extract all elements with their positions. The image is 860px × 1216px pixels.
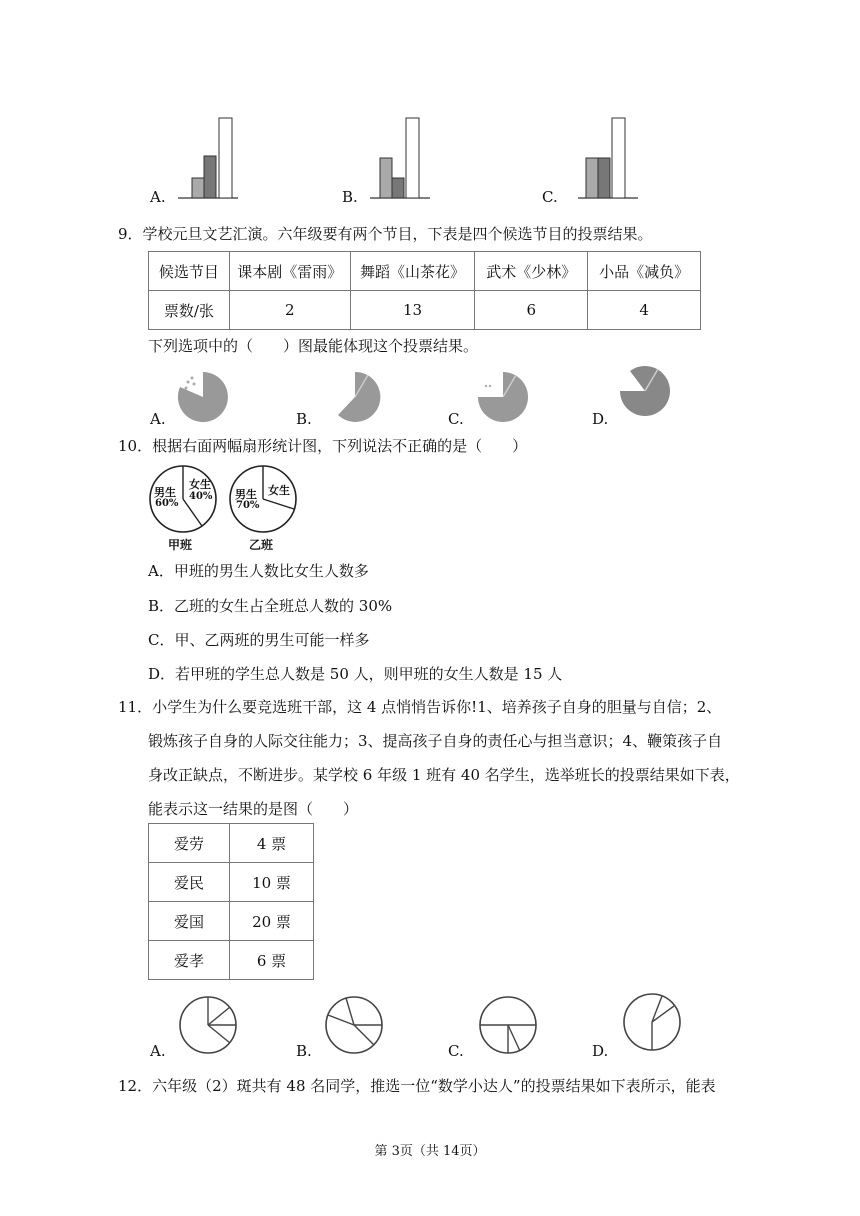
q9-option-c-label[interactable]: C.	[448, 410, 464, 428]
q11-stem-line: 能表示这一结果的是图（ ）	[148, 800, 359, 818]
q9-vote-table	[148, 251, 701, 330]
q11-name-cell: 爱民	[149, 863, 230, 902]
q9-header-cell: 课本剧《雷雨》	[229, 252, 350, 291]
q8-option-b-label[interactable]: B.	[342, 188, 358, 206]
q9-value-cell: 6	[475, 291, 588, 330]
q10-pie-a-girl-label: 女生	[189, 478, 211, 491]
q11-name-cell: 爱劳	[149, 824, 230, 863]
q9-header-cell: 小品《减负》	[588, 252, 701, 291]
q11-votes-cell: 6 票	[230, 941, 314, 980]
q11-option-b-label[interactable]: B.	[296, 1042, 312, 1060]
q11-vote-table	[148, 823, 314, 980]
q10-pie-a-boy-label: 男生	[154, 486, 176, 499]
q11-option-d-pie	[622, 992, 682, 1052]
q10-pie-b-girl-label: 女生	[268, 484, 290, 497]
q10-pie-b-boy-label: 男生	[235, 488, 257, 501]
q11-votes-cell: 20 票	[230, 902, 314, 941]
q8-option-b-bar-chart	[370, 112, 430, 198]
q10-choice-b[interactable]: B．乙班的女生占全班总人数的 30%	[148, 597, 393, 615]
q11-name-cell: 爱孝	[149, 941, 230, 980]
q9-value-cell: 4	[588, 291, 701, 330]
q11-stem-line: 身改正缺点，不断进步。某学校 6 年级 1 班有 40 名学生，选举班长的投票结果如下表，	[148, 766, 740, 784]
q9-option-d-label[interactable]: D.	[592, 410, 609, 428]
q9-header-cell: 候选节目	[149, 252, 230, 291]
q10-pie-a-boy-pct: 60%	[155, 498, 179, 509]
q9-value-cell: 13	[350, 291, 475, 330]
q11-option-c-label[interactable]: C.	[448, 1042, 464, 1060]
page-number-footer: 第 3页（共 14页）	[374, 1144, 486, 1159]
q9-option-d-pie	[620, 366, 670, 416]
q10-pie-b-caption: 乙班	[249, 538, 274, 552]
q11-name-cell: 爱国	[149, 902, 230, 941]
q11-stem-line: 11．小学生为什么要竞选班干部，这 4 点悄悄告诉你!1、培养孩子自身的胆量与自信；2、	[118, 698, 722, 716]
q11-option-a-pie	[178, 995, 238, 1055]
q9-header-cell: 舞蹈《山茶花》	[350, 252, 475, 291]
q11-votes-cell: 10 票	[230, 863, 314, 902]
q9-option-c-pie	[478, 372, 528, 422]
q10-pie-a-caption: 甲班	[168, 538, 193, 552]
q11-option-a-label[interactable]: A.	[150, 1042, 166, 1060]
q9-option-a-pie	[178, 372, 228, 422]
q8-option-c-label[interactable]: C.	[542, 188, 558, 206]
q10-pie-b-boy-pct: 70%	[236, 500, 260, 511]
q11-votes-cell: 4 票	[230, 824, 314, 863]
q10-pie-a-girl-pct: 40%	[189, 491, 213, 502]
q9-row-label: 票数/张	[149, 291, 230, 330]
q9-header-cell: 武术《少林》	[475, 252, 588, 291]
q8-option-c-bar-chart	[578, 112, 638, 198]
q11-option-d-label[interactable]: D.	[592, 1042, 609, 1060]
q9-option-b-label[interactable]: B.	[296, 410, 312, 428]
q9-prompt: 下列选项中的（ ）图最能体现这个投票结果。	[148, 337, 479, 355]
q9-option-b-pie	[330, 372, 380, 422]
q10-choice-a[interactable]: A．甲班的男生人数比女生人数多	[148, 562, 369, 580]
q11-option-b-pie	[324, 995, 384, 1055]
q12-stem: 12．六年级（2）斑共有 48 名同学，推选一位“数学小达人”的投票结果如下表所示，能表	[118, 1077, 716, 1095]
q8-option-a-bar-chart	[178, 112, 238, 198]
q9-value-cell: 2	[229, 291, 350, 330]
q9-option-a-label[interactable]: A.	[150, 410, 166, 428]
q11-stem-line: 锻炼孩子自身的人际交往能力；3、提高孩子自身的责任心与担当意识；4、鞭策孩子自	[148, 732, 723, 750]
q8-option-a-label[interactable]: A.	[150, 188, 166, 206]
q10-choice-d[interactable]: D．若甲班的学生总人数是 50 人，则甲班的女生人数是 15 人	[148, 665, 563, 683]
q10-stem: 10．根据右面两幅扇形统计图，下列说法不正确的是（ ）	[118, 437, 528, 455]
q11-option-c-pie	[478, 995, 538, 1055]
q10-choice-c[interactable]: C．甲、乙两班的男生可能一样多	[148, 631, 370, 649]
q9-stem: 9．学校元旦文艺汇演。六年级要有两个节目，下表是四个候选节目的投票结果。	[118, 225, 653, 243]
